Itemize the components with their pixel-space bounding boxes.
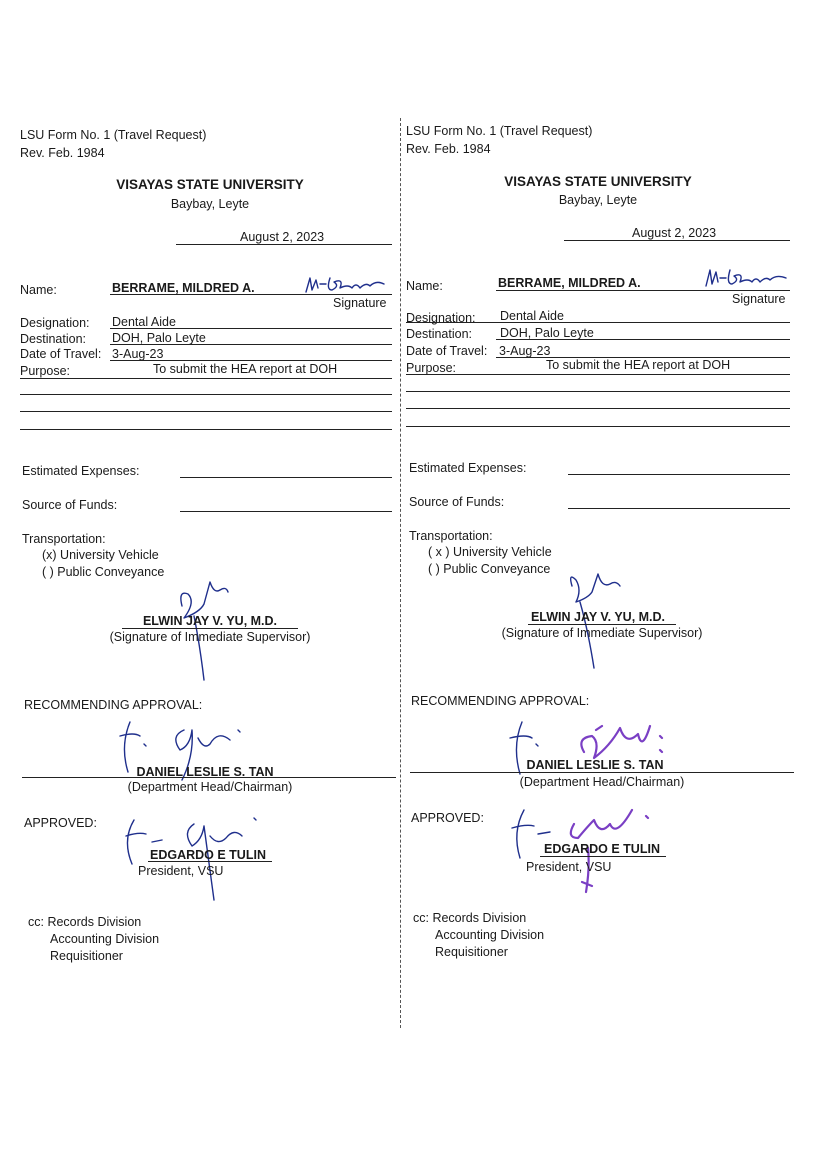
requester-signature-icon <box>700 266 792 292</box>
option-university-vehicle: (x) University Vehicle <box>42 548 159 562</box>
president-name: EDGARDO E TULIN <box>150 848 266 862</box>
supervisor-name: ELWIN JAY V. YU, M.D. <box>530 610 666 624</box>
president-name: EDGARDO E TULIN <box>544 842 660 856</box>
requester-name: BERRAME, MILDRED A. <box>112 281 255 295</box>
source-of-funds-line <box>180 511 392 512</box>
form-number: LSU Form No. 1 (Travel Request) <box>406 124 593 138</box>
revision-date: Rev. Feb. 1984 <box>406 142 491 156</box>
date-line <box>564 240 790 241</box>
estimated-expenses-line <box>180 477 392 478</box>
option-public-conveyance: ( ) Public Conveyance <box>428 562 551 576</box>
cc-requisitioner: Requisitioner <box>435 945 508 959</box>
name-label: Name: <box>20 283 57 297</box>
dept-head-name: DANIEL LESLIE S. TAN <box>136 765 274 779</box>
requester-name: BERRAME, MILDRED A. <box>498 276 641 290</box>
name-line <box>496 290 790 291</box>
approved-label: APPROVED: <box>411 811 484 825</box>
designation-line <box>406 322 790 323</box>
dept-head-name: DANIEL LESLIE S. TAN <box>526 758 664 772</box>
option-public-conveyance: ( ) Public Conveyance <box>42 565 165 579</box>
source-of-funds-label: Source of Funds: <box>409 495 505 509</box>
dept-head-title: (Department Head/Chairman) <box>519 775 685 789</box>
supervisor-line <box>122 628 298 629</box>
revision-date: Rev. Feb. 1984 <box>20 146 105 160</box>
request-date: August 2, 2023 <box>632 226 717 240</box>
transportation-label: Transportation: <box>22 532 106 546</box>
purpose-value: To submit the HEA report at DOH <box>546 358 731 372</box>
purpose-line-1 <box>406 374 790 375</box>
designation-label: Designation: <box>406 311 476 325</box>
president-title: President, VSU <box>138 864 224 878</box>
purpose-line-1 <box>20 378 392 379</box>
signature-label: Signature <box>732 292 786 306</box>
form-number: LSU Form No. 1 (Travel Request) <box>20 128 207 142</box>
source-of-funds-line <box>568 508 790 509</box>
cc-records-division: cc: Records Division <box>413 911 527 925</box>
recommending-approval-label: RECOMMENDING APPROVAL: <box>24 698 203 712</box>
designation-line <box>110 328 392 329</box>
purpose-line-2 <box>20 394 392 395</box>
designation-label: Designation: <box>20 316 90 330</box>
university-name: VISAYAS STATE UNIVERSITY <box>116 177 304 192</box>
option-university-vehicle: ( x ) University Vehicle <box>428 545 552 559</box>
president-title: President, VSU <box>526 860 612 874</box>
destination-line <box>110 344 392 345</box>
supervisor-title: (Signature of Immediate Supervisor) <box>109 630 311 644</box>
estimated-expenses-line <box>568 474 790 475</box>
university-location: Baybay, Leyte <box>170 197 250 211</box>
name-label: Name: <box>406 279 443 293</box>
destination-line <box>496 339 790 340</box>
approved-label: APPROVED: <box>24 816 97 830</box>
cc-accounting-division: Accounting Division <box>435 928 545 942</box>
destination-value: DOH, Palo Leyte <box>112 331 206 345</box>
purpose-line-4 <box>406 426 790 427</box>
designation-value: Dental Aide <box>112 315 176 329</box>
estimated-expenses-label: Estimated Expenses: <box>22 464 140 478</box>
dept-head-line <box>410 772 794 773</box>
purpose-value: To submit the HEA report at DOH <box>153 362 338 376</box>
travel-request-form-left <box>0 0 400 1169</box>
cc-records-division: cc: Records Division <box>28 915 142 929</box>
purpose-label: Purpose: <box>406 361 457 375</box>
source-of-funds-label: Source of Funds: <box>22 498 118 512</box>
purpose-line-3 <box>406 408 790 409</box>
dept-head-line <box>22 777 396 778</box>
president-line <box>540 856 666 857</box>
supervisor-title: (Signature of Immediate Supervisor) <box>501 626 703 640</box>
destination-label: Destination: <box>406 327 473 341</box>
purpose-line-2 <box>406 391 790 392</box>
recommending-approval-label: RECOMMENDING APPROVAL: <box>411 694 590 708</box>
cc-accounting-division: Accounting Division <box>50 932 160 946</box>
signature-label: Signature <box>333 296 387 310</box>
destination-label: Destination: <box>20 332 87 346</box>
designation-value: Dental Aide <box>500 309 564 323</box>
university-location: Baybay, Leyte <box>558 193 638 207</box>
date-of-travel-label: Date of Travel: <box>20 347 102 361</box>
dept-head-title: (Department Head/Chairman) <box>127 780 293 794</box>
cc-requisitioner: Requisitioner <box>50 949 123 963</box>
president-line <box>148 861 272 862</box>
name-line <box>110 294 392 295</box>
date-of-travel-line <box>110 360 392 361</box>
travel-request-form-right <box>388 0 788 1165</box>
date-of-travel-value: 3-Aug-23 <box>499 344 551 358</box>
transportation-label: Transportation: <box>409 529 493 543</box>
supervisor-name: ELWIN JAY V. YU, M.D. <box>142 614 278 628</box>
date-of-travel-value: 3-Aug-23 <box>112 347 164 361</box>
request-date: August 2, 2023 <box>240 230 325 244</box>
purpose-line-4 <box>20 429 392 430</box>
supervisor-line <box>528 624 676 625</box>
date-of-travel-label: Date of Travel: <box>406 344 488 358</box>
university-name: VISAYAS STATE UNIVERSITY <box>504 174 692 189</box>
date-line <box>176 244 392 245</box>
purpose-line-3 <box>20 411 392 412</box>
estimated-expenses-label: Estimated Expenses: <box>409 461 527 475</box>
purpose-label: Purpose: <box>20 364 71 378</box>
destination-value: DOH, Palo Leyte <box>500 326 594 340</box>
